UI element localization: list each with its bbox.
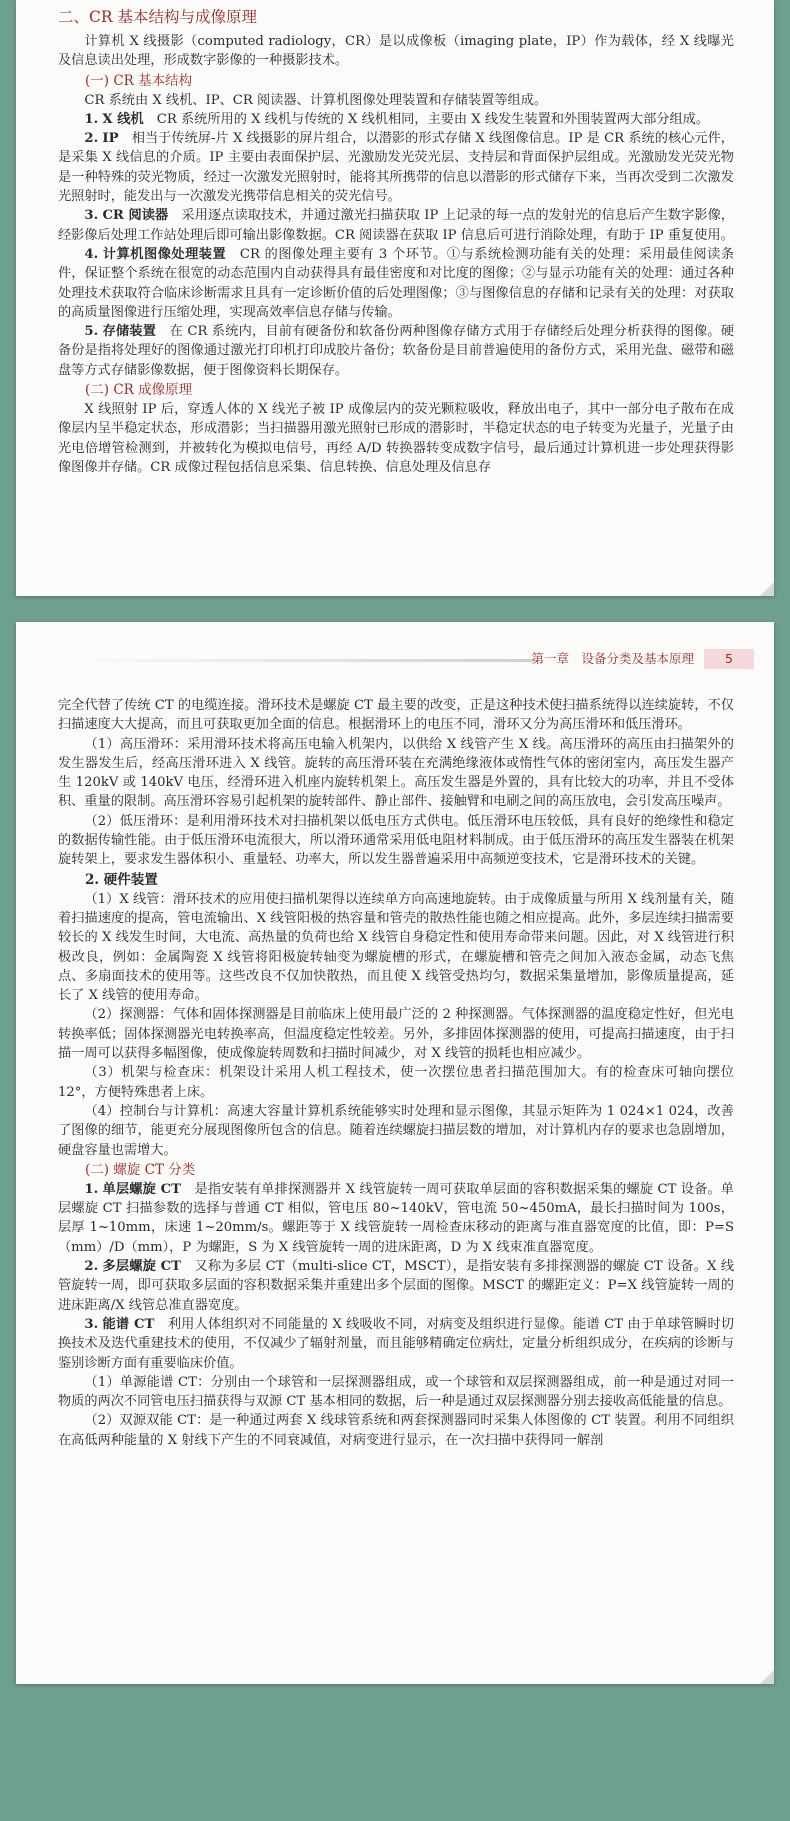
item-text: 又称为多层 CT（multi-slice CT，MSCT），是指安装有多排探测器的螺旋 CT 设备。X 线管旋转一周，即可获取多层面的容积数据采集并重建出多个层面的图像。MSCT 的螺距定义：P=X 线管旋转一周的进床距离/X 线管总准直器宽度。 (58, 1259, 735, 1313)
item-text: 在 CR 系统内，目前有硬备份和软备份两种图像存储方式用于存储经后处理分析获得的图像。硬备份是指将处理好的图像通过激光打印机打印成胶片备份；软备份是目前普遍使用的备份方式，采用光盘、磁带和磁盘等方式存储影像数据，便于图像资料长期保存。 (58, 324, 735, 378)
list-item (58, 245, 734, 322)
paragraph: 完全代替了传统 CT 的电缆连接。滑环技术是螺旋 CT 最主要的改变，正是这种技术使扫描系统得以连续旋转，不仅扫描速度大大提高，而且可获取更加全面的信息。根据滑环上的电压不同，滑环又分为高压滑环和低压滑环。 (58, 698, 734, 733)
paragraph: （3）机架与检查床：机架设计采用人机工程技术，使一次摆位患者扫描范围加大。有的检查床可轴向摆位 12°，方便特殊患者上床。 (58, 1065, 734, 1100)
item-number: 1. (84, 1181, 99, 1197)
item-term: 存储装置 (102, 324, 157, 340)
page-curl (760, 1670, 774, 1684)
header-rule (71, 659, 534, 662)
paragraph: （2）双源双能 CT：是一种通过两套 X 线球管系统和两套探测器同时采集人体图像的 CT 装置。利用不同组织在高低两种能量的 X 射线下产生的不同衰减值，对病变进行显示，在一次扫描中获得同一解剖 (58, 1413, 734, 1448)
paragraph: （2）探测器：气体和固体探测器是目前临床上使用最广泛的 2 种探测器。气体探测器的温度稳定性好，但光电转换率低；固体探测器光电转换率高，但温度稳定性较差。另外，多排固体探测器的使用，可提高扫描速度，由于扫描一周可以获得多幅图像，使成像旋转周数和扫描时间减少，对 X 线管的损耗也相应减少。 (58, 1007, 734, 1062)
subsection-title: (二) 螺旋 CT 分类 (85, 1161, 196, 1178)
paragraph: （1）X 线管：滑环技术的应用使扫描机架得以连续单方向高速地旋转。由于成像质量与所用 X 线剂量有关，随着扫描速度的提高，管电流输出、X 线管阳极的热容量和管壳的散热性能也随之相应提高。此外，多层连续扫描需要较长的 X 线发生时间，大电流、高热量的负荷也给 X 线管自身稳定性和使用寿命带来问题。因此，对 X 线管进行积极改良，例如：金属陶瓷 X 线管将阳极旋转轴变为螺旋槽的形式，在螺旋槽和管壳之间加入液态金属，动态飞焦点、多扇面技术的使用等。这些改良不仅加快散热，而且使 X 线管受热均匀，数据采集量增加，影像质量提高，延长了 X 线管的使用寿命。 (58, 891, 734, 1004)
paragraph: （1）单源能谱 CT：分别由一个球管和一层探测器组成，或一个球管和双层探测器组成，前一种是通过对同一物质的两次不同管电压扫描获得与双源 CT 基本相同的数据，后一种是通过双层探测器分别去接收高低能量的信息。 (58, 1374, 734, 1410)
item-text: 相当于传统屏-片 X 线摄影的屏片组合，以潜影的形式存储 X 线图像信息。IP 是 CR 系统的核心元件，是采集 X 线信息的介质。IP 主要由表面保护层、光激励发光荧光层、支持层和背面保护层组成。光激励发光荧光物是一种特殊的荧光物质，经过一次激发光照射时，能将其所携带的信息以潜影的形式储存下来，当再次受到二次激发光照射时，能发出与一次激发光携带信息相关的荧光信号。 (58, 131, 734, 205)
paragraph: （2）低压滑环：是利用滑环技术对扫描机架以低电压方式供电。低压滑环电压较低，具有良好的绝缘性和稳定的数据传输性能。由于低压滑环电流很大，所以滑环通常采用低电阻材料制成。由于低压滑环的高压发生器装在机架旋转架上，要求发生器体积小、重量轻、功率大，所以发生器普遍采用中高频逆变技术，它是滑环技术的关键。 (58, 813, 734, 868)
subsection-title: (一) CR 基本结构 (85, 72, 193, 89)
item-term: IP (102, 131, 119, 147)
item-number: 1. (84, 111, 99, 127)
item-number: 3. (84, 208, 99, 224)
item-term: 单层螺旋 CT (102, 1181, 181, 1197)
section-title: 二、CR 基本结构与成像原理 (58, 8, 257, 26)
item-text: 采用逐点读取技术，并通过激光扫描获取 IP 上记录的每一点的发射光的信息后产生数字影像，经影像后处理工作站处理后即可输出影像数据。CR 阅读器在获取 IP 信息后可进行消除处理，有助于 IP 重复使用。 (58, 208, 735, 243)
item-number: 2. (84, 131, 99, 147)
item-text: CR 系统所用的 X 线机与传统的 X 线机相同，主要由 X 线发生装置和外围装置两大部分组成。 (156, 111, 710, 127)
heading: 2. 硬件装置 (85, 871, 158, 888)
paragraph: （1）高压滑环：采用滑环技术将高压电输入机架内，以供给 X 线管产生 X 线。高压滑环的高压由扫描架外的发生器发生后，经高压滑环进入 X 线管。旋转的高压滑环装在充满绝缘液体或惰性气体的密闭室内，高压发生器产生 120kV 或 140kV 电压，经滑环进入机座内旋转机架上。高压发生器是外置的，具有比较大的功率，并且不受体积、重量的限制。高压滑环容易引起机架的旋转部件、静止部件、接触臂和电刷之间的高压放电，会引发高压噪声。 (58, 736, 734, 810)
page-2-content (58, 696, 734, 1450)
paragraph: X 线照射 IP 后，穿透人体的 X 线光子被 IP 成像层内的荧光颗粒吸收，释放出电子，其中一部分电子散布在成像层内呈半稳定状态，形成潜影；当扫描器用激光照射已形成的潜影时，半稳定状态的电子转变为光量子，光量子由光电倍增管检测到，并被转化为模拟电信号，再经 A/D 转换器转变成数字信号，最后通过计算机进一步处理获得影像图像并存储。CR 成像过程包括信息采集、信息转换、信息处理及信息存 (58, 402, 734, 475)
item-text: 利用人体组织对不同能量的 X 线吸收不同，对病变及组织进行显像。能谱 CT 由于单球管瞬时切换技术及迭代重建技术的使用，不仅减少了辐射剂量，而且能够精确定位病灶，定量分析组织成分，在疾病的诊断与鉴别诊断方面有重要临床价值。 (58, 1316, 734, 1371)
paragraph: CR 系统由 X 线机、IP、CR 阅读器、计算机图像处理装置和存储装置等组成。 (84, 92, 548, 108)
page-number: 5 (704, 649, 754, 669)
item-number: 3. (84, 1316, 99, 1332)
paragraph: 计算机 X 线摄影（computed radiology，CR）是以成像板（imaging plate，IP）作为载体，经 X 线曝光及信息读出处理，形成数字影像的一种摄影技术。 (58, 34, 734, 69)
list-item (58, 1180, 734, 1257)
document-page-1 (16, 0, 774, 596)
item-term: X 线机 (102, 111, 144, 127)
page-1-content (58, 6, 734, 477)
item-text: 是指安装有单排探测器并 X 线管旋转一周可获取单层面的容积数据采集的螺旋 CT 设备。单层螺旋 CT 扫描参数的选择与普通 CT 相似，管电压 80~140kV，管电流 50~450mA，最长扫描时间为 100s，层厚 1~10mm，床速 1~20mm/s。螺距等于 X 线管旋转一周检查床移动的距离与准直器宽度的比值，即：P=S（mm）/D（mm），P 为螺距，S 为 X 线管旋转一周的进床距离，D 为 X 线束准直器宽度。 (58, 1181, 734, 1255)
item-number: 5. (84, 324, 99, 340)
list-item (58, 1257, 734, 1315)
subsection-title: (二) CR 成像原理 (85, 382, 193, 399)
item-number: 2. (84, 1259, 99, 1275)
item-term: 能谱 CT (102, 1316, 155, 1332)
list-item (58, 1315, 734, 1373)
item-term: CR 阅读器 (102, 208, 169, 224)
item-number: 4. (84, 246, 99, 262)
item-term: 计算机图像处理装置 (102, 246, 227, 262)
running-header (71, 649, 754, 669)
list-item (58, 110, 734, 129)
page-curl (760, 582, 774, 596)
list-item (58, 322, 734, 380)
item-term: 多层螺旋 CT (102, 1259, 181, 1275)
list-item (58, 206, 734, 245)
item-text: CR 的图像处理主要有 3 个环节。①与系统检测功能有关的处理：采用最佳阅读条件，保证整个系统在很宽的动态范围内自动获得具有最佳密度和对比度的图像；②与显示功能有关的处理：通过各种处理技术获取符合临床诊断需求且具有一定诊断价值的后处理图像；③与图像信息的存储和记录有关的处理：对获取的高质量图像进行压缩处理，实现高效率信息存储与传输。 (58, 246, 735, 320)
document-page-2 (16, 622, 774, 1684)
list-item (58, 129, 734, 206)
chapter-title: 第一章 设备分类及基本原理 (531, 651, 694, 666)
paragraph: （4）控制台与计算机：高速大容量计算机系统能够实时处理和显示图像，其显示矩阵为 1 024×1 024，改善了图像的细节，能更充分展现图像所包含的信息。随着连续螺旋扫描层数的增加，对计算机内存的要求也急剧增加，硬盘容量也需增大。 (58, 1103, 734, 1158)
